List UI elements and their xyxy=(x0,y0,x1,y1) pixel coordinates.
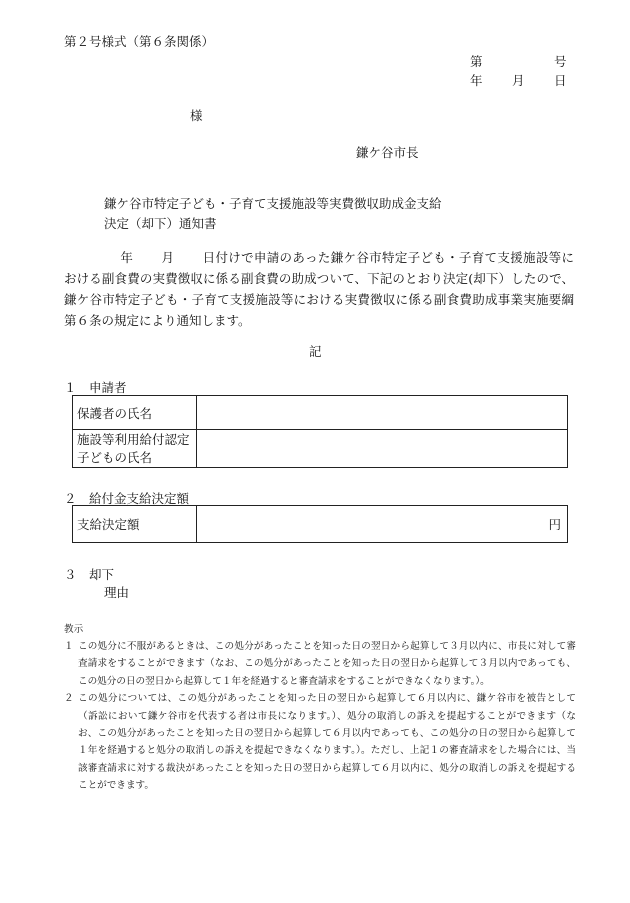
section-rejection-heading: ３ 却下 xyxy=(64,567,115,582)
child-name-field[interactable] xyxy=(197,430,568,468)
child-name-label: 施設等利用給付認定子どもの氏名 xyxy=(73,430,197,468)
notice-list xyxy=(64,638,576,795)
amount-unit: 円 xyxy=(548,517,561,532)
ki-heading: 記 xyxy=(309,344,322,359)
doc-number-suffix: 号 xyxy=(554,54,567,69)
date-month: 月 xyxy=(512,73,525,88)
notice-item-text: この処分に不服があるときは、この処分があったことを知った日の翌日から起算して３月以内に、市長に対して審査請求をすることができます（なお、この処分があったことを知った日の翌日から起算して３月以内であっても、この処分の日の翌日から起算して１年を経過すると審査請求をすることができなくなります。）。 xyxy=(78,641,576,687)
date-day: 日 xyxy=(554,73,567,88)
title-line-2: 決定（却下）通知書 xyxy=(104,216,217,231)
body-month-label: 月 xyxy=(161,250,175,265)
notice-item-text: この処分については、この処分があったことを知った日の翌日から起算して６月以内に、鎌ケ谷市を被告として（訴訟において鎌ケ谷市を代表する者は市長になります。）、処分の取消しの訴えを提起することができます（なお、この処分があったことを知った日の翌日から起算して６月以内であっても、この処分の日の翌日から起算して１年を経過すると処分の取消しの訴えを提起できなくなります。）。ただし、上記１の審査請求をした場合には、当該審査請求に対する裁決があったことを知った日の翌日から起算して６月以内に、処分の取消しの訴えを提起することができます。 xyxy=(78,693,576,792)
date-year: 年 xyxy=(470,73,483,88)
doc-number-prefix: 第 xyxy=(470,54,483,69)
body-paragraph xyxy=(64,247,574,331)
amount-label: 支給決定額 xyxy=(73,506,197,543)
applicant-table xyxy=(72,395,568,468)
sender-name: 鎌ケ谷市長 xyxy=(356,145,419,160)
notice-item xyxy=(64,638,576,690)
notice-item-number: ２ xyxy=(64,693,74,705)
notice-item-number: １ xyxy=(64,641,74,652)
body-year-label: 年 xyxy=(120,250,134,265)
body-text: 日付けで申請のあった鎌ケ谷市特定子ども・子育て支援施設等における副食費の実費徴収に係る副食費の助成ついて、下記のとおり決定(却下）したので、鎌ケ谷市特定子ども・子育て支援施設等における実費徴収に係る副食費助成事業実施要綱第６条の規定により通知します。 xyxy=(64,250,574,328)
amount-field[interactable] xyxy=(197,506,568,543)
section-amount-heading: ２ 給付金支給決定額 xyxy=(64,491,190,506)
amount-table xyxy=(72,505,568,543)
notice-item xyxy=(64,690,576,794)
notice-heading: 教示 xyxy=(64,624,84,635)
amount-row xyxy=(73,506,568,543)
guardian-name-label: 保護者の氏名 xyxy=(73,396,197,430)
guardian-row xyxy=(73,396,568,430)
addressee-suffix: 様 xyxy=(190,108,203,123)
form-label: 第２号様式（第６条関係） xyxy=(64,34,215,49)
title-line-1: 鎌ケ谷市特定子ども・子育て支援施設等実費徴収助成金支給 xyxy=(104,196,442,211)
section-applicant-heading: １ 申請者 xyxy=(64,380,127,395)
guardian-name-field[interactable] xyxy=(197,396,568,430)
rejection-reason-label: 理由 xyxy=(104,585,130,600)
child-row xyxy=(73,430,568,468)
